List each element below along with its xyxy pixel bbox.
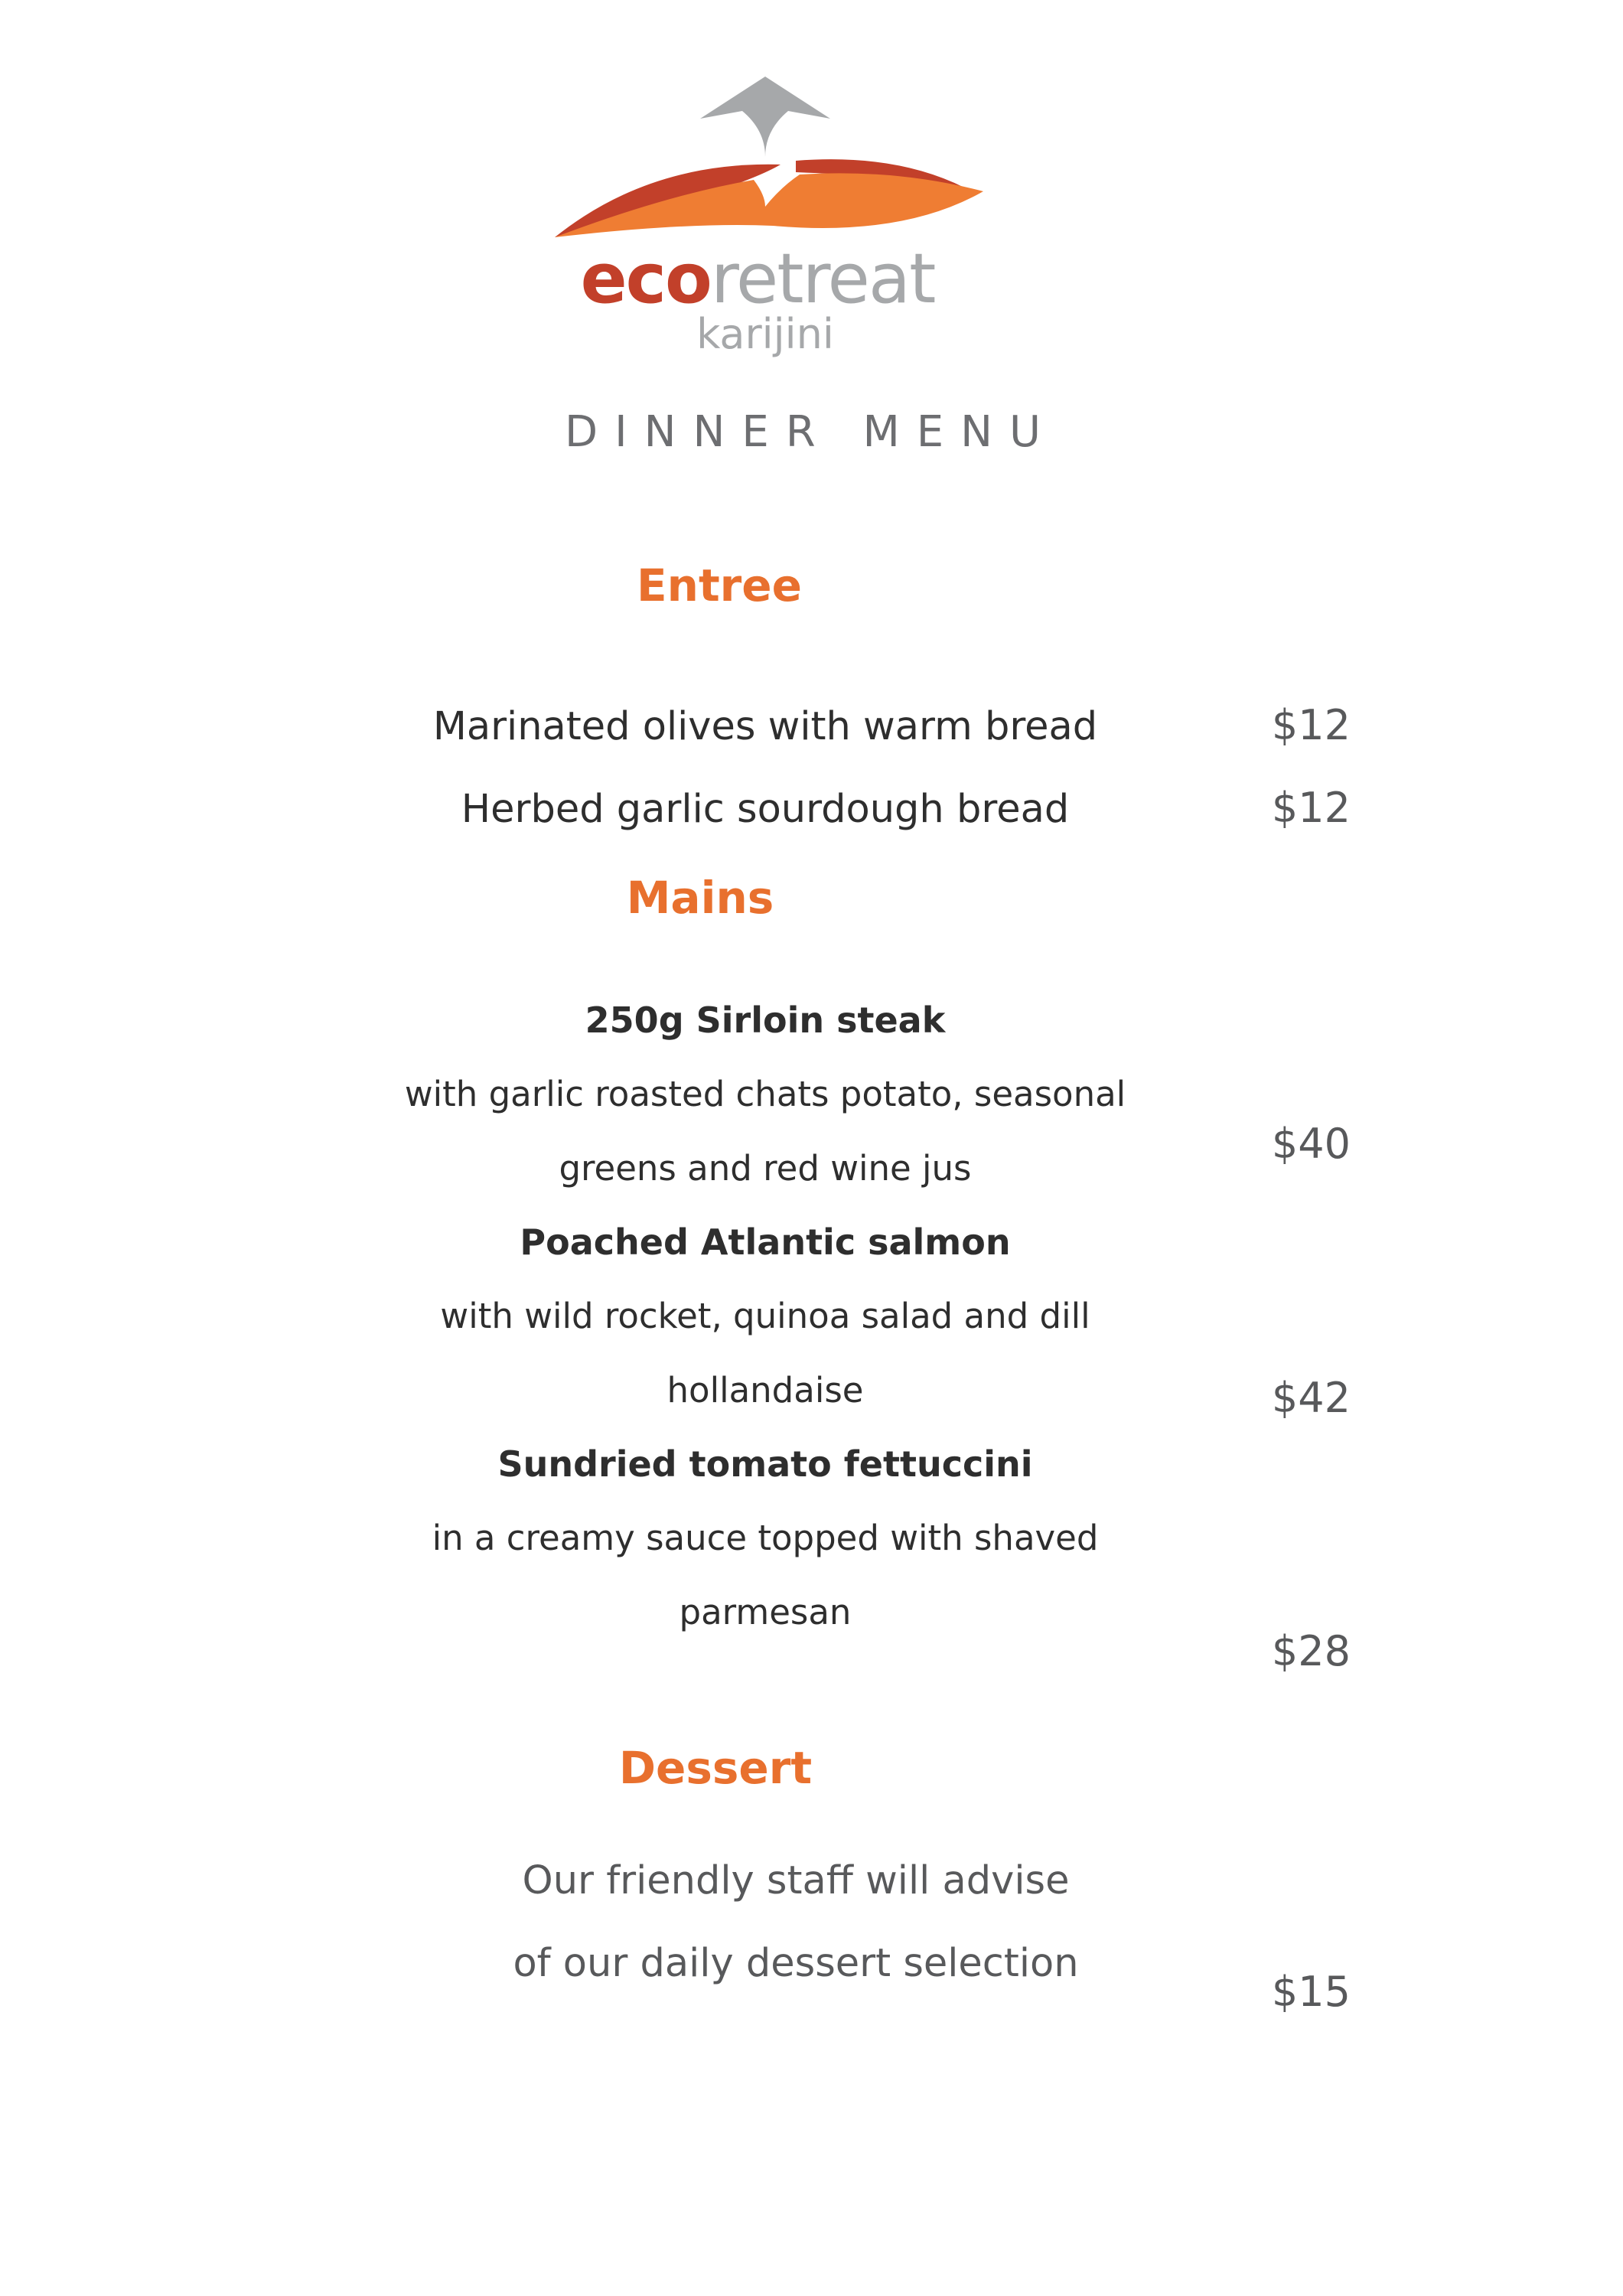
entree-item-price: $12 <box>1271 784 1351 832</box>
mains-item-price: $42 <box>1271 1374 1351 1422</box>
entree-item-name: Herbed garlic sourdough bread <box>461 787 1070 832</box>
mains-item-desc: with wild rocket, quinoa salad and dill <box>440 1296 1090 1336</box>
dessert-price: $15 <box>1271 1968 1351 2016</box>
mains-item-desc: greens and red wine jus <box>559 1148 972 1189</box>
mains-item-name: Sundried tomato fettuccini <box>497 1443 1033 1485</box>
mains-item-price: $40 <box>1271 1120 1351 1168</box>
mains-item-price: $28 <box>1271 1627 1351 1675</box>
logo-mark <box>536 77 995 260</box>
mains-item-name: 250g Sirloin steak <box>585 1000 946 1041</box>
logo-eco-text: eco <box>580 239 711 319</box>
dessert-text-line: Our friendly staff will advise <box>522 1858 1070 1903</box>
section-heading-dessert: Dessert <box>618 1742 813 1794</box>
mains-item-desc: in a creamy sauce topped with shaved <box>432 1518 1099 1558</box>
mains-item-desc: with garlic roasted chats potato, seasonal <box>404 1074 1126 1114</box>
mains-item-name: Poached Atlantic salmon <box>520 1221 1011 1263</box>
logo-retreat-text: retreat <box>710 239 935 319</box>
section-heading-mains: Mains <box>626 872 774 924</box>
page-title: DINNER MENU <box>564 407 1058 457</box>
mains-item-desc: parmesan <box>679 1592 852 1632</box>
entree-item-name: Marinated olives with warm bread <box>432 704 1098 749</box>
mains-item-desc: hollandaise <box>666 1370 864 1411</box>
dessert-text-line: of our daily dessert selection <box>513 1941 1079 1986</box>
logo-location: karijini <box>696 310 834 358</box>
entree-item-price: $12 <box>1271 701 1351 749</box>
section-heading-entree: Entree <box>637 559 802 612</box>
